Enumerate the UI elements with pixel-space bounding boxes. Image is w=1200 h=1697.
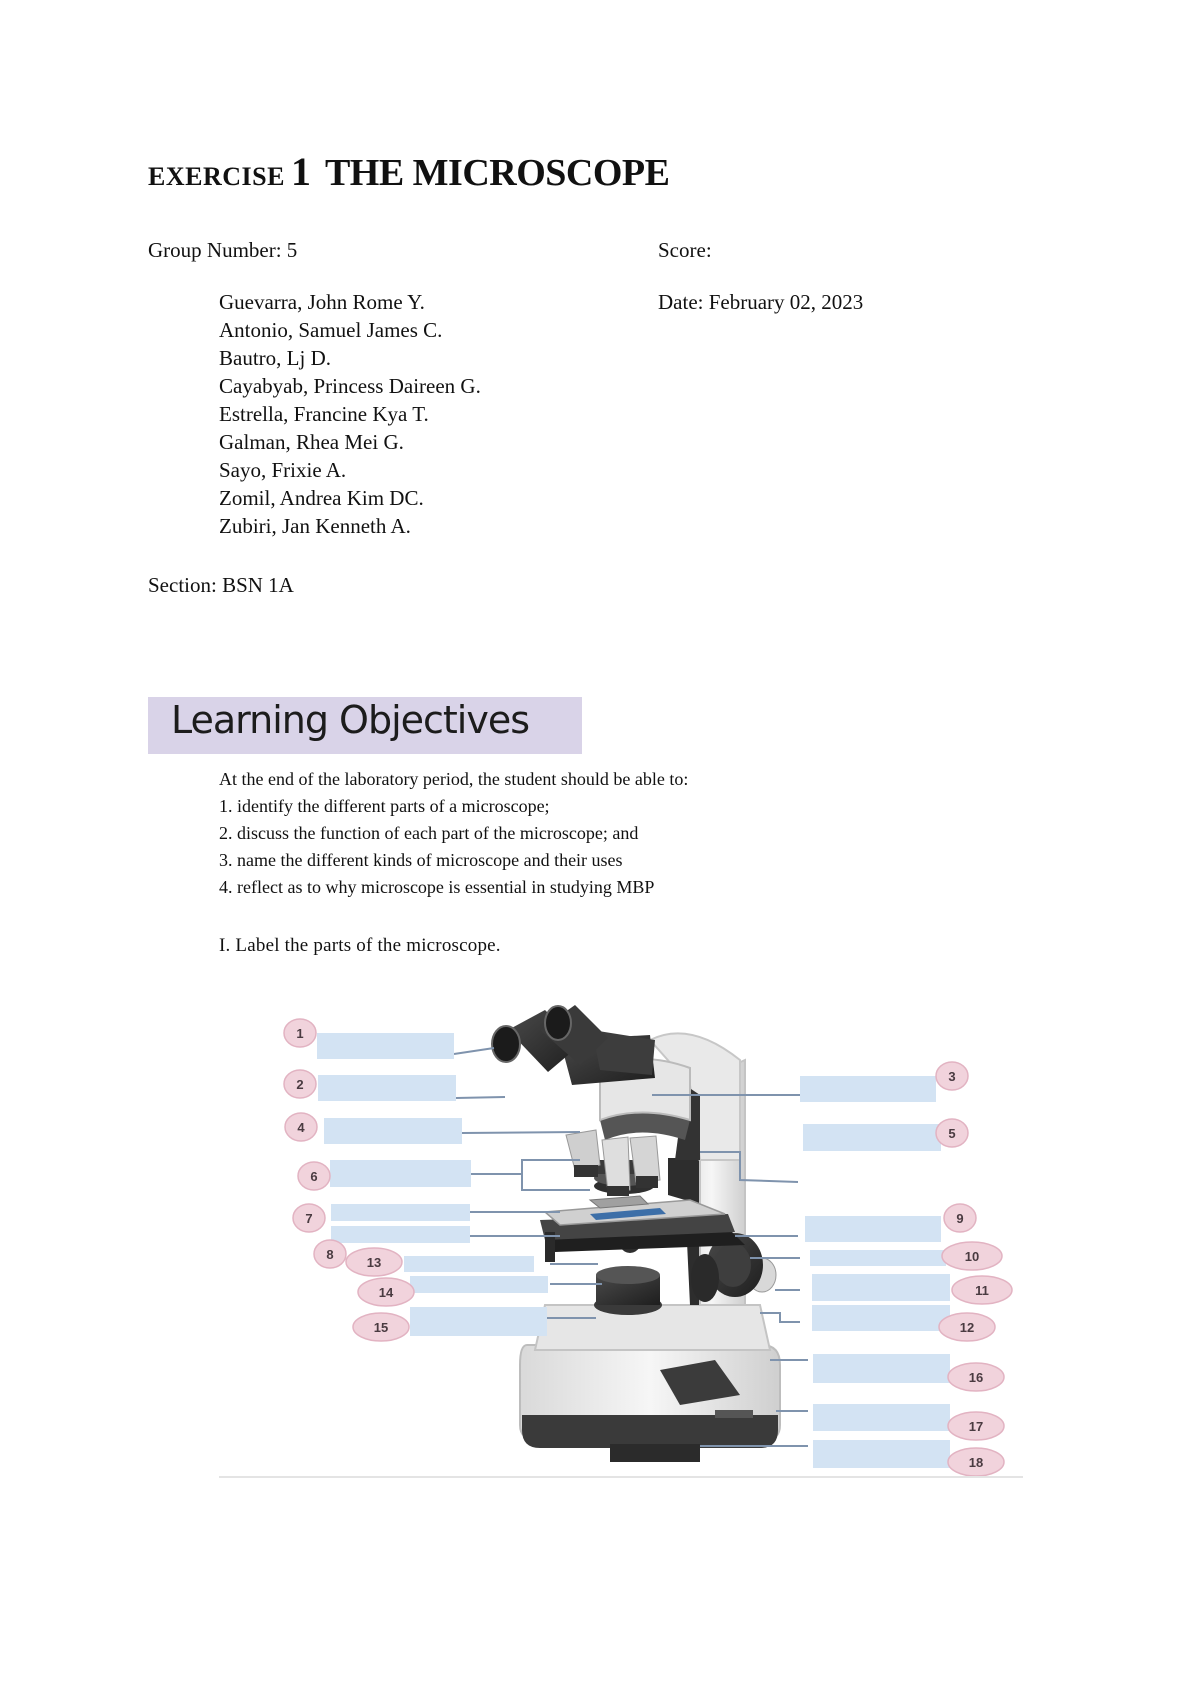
objective-item: 3. name the different kinds of microscope and their uses xyxy=(219,850,623,870)
answer-box-18[interactable] xyxy=(813,1440,950,1468)
label-number-12: 12 xyxy=(959,1320,975,1335)
answer-box-5[interactable] xyxy=(803,1124,941,1151)
objective-item: 4. reflect as to why microscope is essential in studying MBP xyxy=(219,877,655,897)
member-name: Guevarra, John Rome Y. xyxy=(219,290,425,314)
answer-box-6[interactable] xyxy=(330,1160,471,1187)
label-number-2: 2 xyxy=(296,1077,304,1092)
member-name: Estrella, Francine Kya T. xyxy=(219,402,429,426)
member-name: Cayabyab, Princess Daireen G. xyxy=(219,374,481,398)
answer-box-2[interactable] xyxy=(318,1075,456,1101)
member-name: Antonio, Samuel James C. xyxy=(219,318,443,342)
answer-box-16[interactable] xyxy=(813,1354,950,1383)
answer-box-10[interactable] xyxy=(810,1250,946,1266)
exercise-number: 1 xyxy=(290,149,311,194)
learning-objectives-heading: Learning Objectives xyxy=(171,698,530,742)
member-name: Zubiri, Jan Kenneth A. xyxy=(219,514,411,538)
label-number-14: 14 xyxy=(378,1285,394,1300)
divider-line xyxy=(219,1476,1023,1478)
label-number-1: 1 xyxy=(296,1026,304,1041)
label-number-5: 5 xyxy=(948,1126,956,1141)
microscope-illustration xyxy=(492,1005,780,1462)
label-number-4: 4 xyxy=(297,1120,305,1135)
member-name: Zomil, Andrea Kim DC. xyxy=(219,486,424,510)
member-name: Sayo, Frixie A. xyxy=(219,458,347,482)
answer-box-8[interactable] xyxy=(331,1226,470,1243)
objectives-intro: At the end of the laboratory period, the student should be able to: xyxy=(219,769,689,789)
label-number-9: 9 xyxy=(956,1211,964,1226)
exercise-word: EXERCISE xyxy=(148,162,285,191)
label-number-16: 16 xyxy=(968,1370,984,1385)
objective-item: 2. discuss the function of each part of the microscope; and xyxy=(219,823,639,843)
answer-box-12[interactable] xyxy=(812,1305,950,1331)
label-number-13: 13 xyxy=(366,1255,382,1270)
group-number: Group Number: 5 xyxy=(148,238,298,262)
answer-box-1[interactable] xyxy=(317,1033,454,1059)
answer-box-11[interactable] xyxy=(812,1274,950,1301)
label-instruction: I. Label the parts of the microscope. xyxy=(219,935,501,956)
exercise-title-text: THE MICROSCOPE xyxy=(324,152,670,194)
label-number-6: 6 xyxy=(310,1169,318,1184)
label-number-15: 15 xyxy=(373,1320,389,1335)
answer-box-4[interactable] xyxy=(324,1118,462,1144)
label-number-7: 7 xyxy=(305,1211,313,1226)
label-number-3: 3 xyxy=(948,1069,956,1084)
label-number-17: 17 xyxy=(968,1419,984,1434)
member-name: Bautro, Lj D. xyxy=(219,346,331,370)
label-number-8: 8 xyxy=(326,1247,334,1262)
answer-box-3[interactable] xyxy=(800,1076,936,1102)
label-number-10: 10 xyxy=(964,1249,980,1264)
score-field: Score: xyxy=(658,238,712,262)
label-number-18: 18 xyxy=(968,1455,984,1470)
date-field: Date: February 02, 2023 xyxy=(658,290,864,314)
answer-box-13[interactable] xyxy=(404,1256,534,1272)
answer-box-15[interactable] xyxy=(410,1307,547,1336)
answer-box-7[interactable] xyxy=(331,1204,470,1221)
member-name: Galman, Rhea Mei G. xyxy=(219,430,404,454)
answer-box-9[interactable] xyxy=(805,1216,941,1242)
section-field: Section: BSN 1A xyxy=(148,573,294,597)
answer-box-14[interactable] xyxy=(410,1276,548,1293)
objective-item: 1. identify the different parts of a microscope; xyxy=(219,796,550,816)
label-number-11: 11 xyxy=(975,1283,989,1298)
answer-box-17[interactable] xyxy=(813,1404,950,1431)
